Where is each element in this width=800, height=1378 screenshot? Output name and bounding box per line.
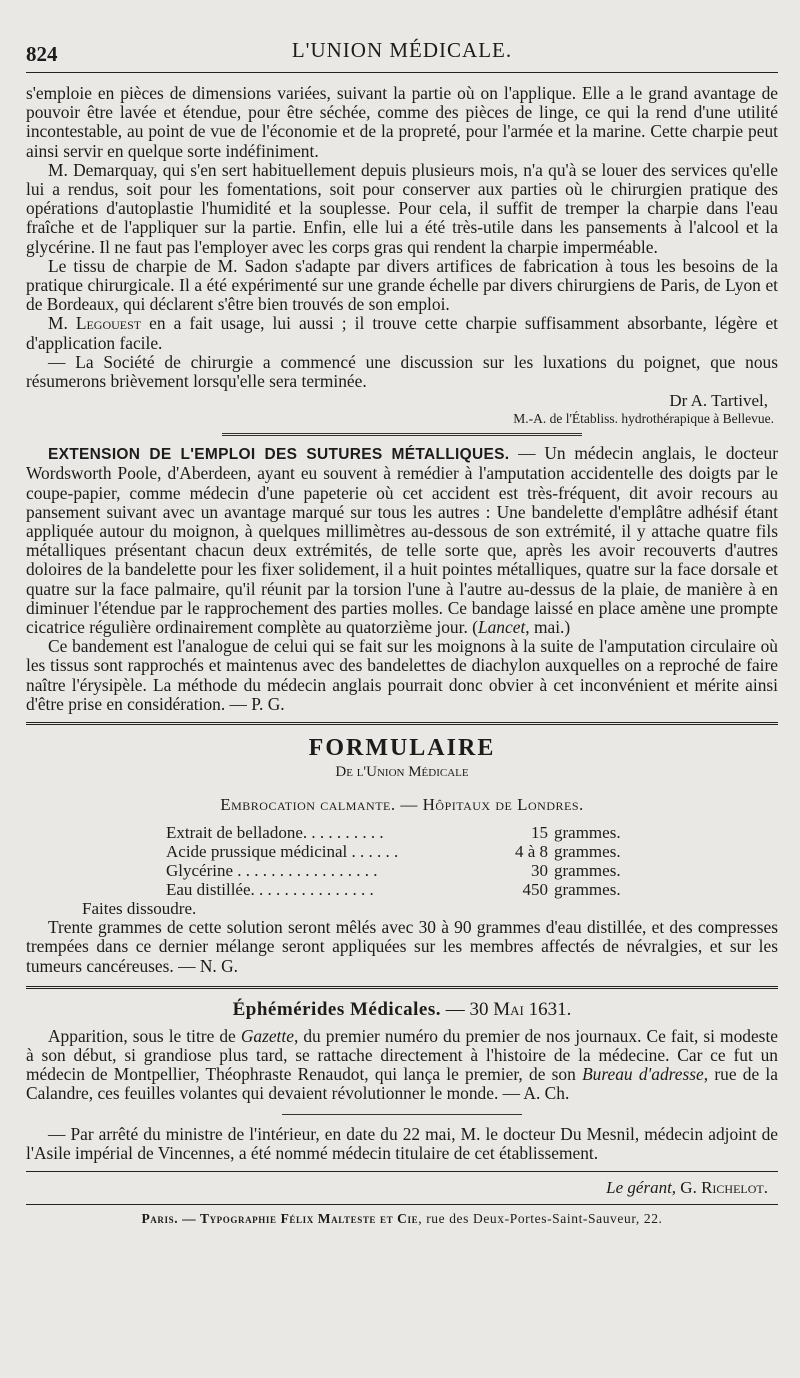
ingredient-quantity: 4 à 8 xyxy=(514,842,548,862)
sutures-source: Lancet xyxy=(477,617,526,638)
ingredient-row xyxy=(166,823,621,842)
sutures-paragraph-1-text: — Un médecin anglais, le docteur Wordsworth Poole, d'Aberdeen, ayant eu souvent à remédier à l'amputation accidentelle des doigts par le coupe-papier, comme médecin d'une papeterie où cet accident est très-fréquent, dit avoir recours au pansement suivant avec un avantage marqué sur tous les autres : Une bandelette d'emplâtre adhésif étant appliquée autour du moignon, à quelques millimètres au-dessous de son extrémité, il y attache quatre fils métalliques présentant chacun deux extrémités, de telle sorte que, après les avoir recouverts d'autres doloires de la bandelette pour les fixer solidement, il a huit pointes métalliques, quatre sur la face dorsale et quatre sur la face palmaire, qu'il réunit par la torsion l'une à l'autre au-dessus de la plaie, de manière à en diminuer l'étendue par le rapprochement des parties molles. Ce bandage laissé en place amène une prompte cicatrice régulière ordinairement complète au quatorzième jour. ( xyxy=(26,443,778,638)
ingredient-row xyxy=(166,880,621,899)
news-paragraph: — Par arrêté du ministre de l'intérieur, en date du 22 mai, M. le docteur Du Mesnil, médecin adjoint de l'Asile impérial de Vincennes, a été nommé médecin titulaire de cet établissement. xyxy=(26,1123,778,1163)
charpie-paragraph-2: M. Demarquay, qui s'en sert habituellement depuis plusieurs mois, n'a qu'à se louer des services qu'elle lui a rendus, soit pour les fomentations, soit pour conserver aux parties où le chirurgien pratique des opérations d'autoplastie l'humidité et la souplesse. Pour cela, il suffit de tremper la charpie dans l'eau fraîche et de l'appliquer sur la partie. Enfin, elle lui a été très-utile dans les pansements à l'alcool et la glycérine. Il ne faut pas l'employer avec les corps gras qui rendent la charpie imperméable. xyxy=(26,159,778,257)
header-rule xyxy=(26,72,778,73)
footer-rule-bottom xyxy=(26,1204,778,1205)
ephemerides-heading: Éphémérides Médicales. xyxy=(232,998,441,1020)
ephemerides-text-end: , rue de la Calandre, ces feuilles volantes qui devaient révolutionner le monde. — A. Ch. xyxy=(26,1064,778,1104)
gerant-label: Le gérant, xyxy=(606,1177,677,1197)
gerant-line xyxy=(26,1178,778,1198)
formulaire-subtitle: De l'Union Médicale xyxy=(335,764,469,781)
legouest-name: M. Legouest xyxy=(48,313,142,334)
ingredient-row xyxy=(166,861,621,880)
imprint-end: , rue des Deux-Portes-Saint-Sauveur, 22. xyxy=(418,1210,663,1226)
formulaire-title: FORMULAIRE xyxy=(308,735,496,762)
journal-title: L'UNION MÉDICALE. xyxy=(291,38,513,62)
ephemerides-title xyxy=(26,999,778,1021)
ingredient-unit: grammes. xyxy=(554,861,621,881)
printer-imprint xyxy=(26,1211,778,1227)
ingredients-table xyxy=(166,823,621,899)
sutures-paragraph-2: Ce bandement est l'analogue de celui qui se fait sur les moignons à la suite de l'amputation circulaire où les tissus sont rapprochés et maintenus avec des bandelettes de diachylon auxquelles on a reproché de faire naître l'érysipèle. La méthode du médecin anglais pourrait donc obvier à cet inconvénient et mérite ainsi d'être prise en considération. — P. G. xyxy=(26,636,778,714)
dissolve-instruction: Faites dissoudre. xyxy=(82,899,197,919)
bureau-title: Bureau d'adresse xyxy=(582,1064,704,1085)
ingredient-name: Eau distillée. . . . . . . . . . . . . . . xyxy=(166,880,374,900)
charpie-article xyxy=(26,84,778,427)
section-separator xyxy=(222,433,582,436)
ingredient-name: Acide prussique médicinal . . . . . . xyxy=(166,842,399,862)
author-affiliation: M.-A. de l'Établiss. hydrothérapique à Bellevue. xyxy=(513,411,774,427)
ephemerides-date: — 30 Mai 1631. xyxy=(440,998,572,1020)
formulaire-section xyxy=(26,735,778,976)
ephemerides-section xyxy=(26,999,778,1104)
gazette-title: Gazette xyxy=(240,1025,294,1046)
charpie-paragraph-1: s'emploie en pièces de dimensions variées, suivant la partie où on l'applique. Elle a le grand avantage de pouvoir être lavée et étendue, pour être séchée, comme des pièces de linge, ce qui la rend d'une utilité incontestable, au point de vue de l'économie et de la propreté, pour l'armée et la marine. Cette charpie peut ainsi servir en quelque sorte indéfiniment. xyxy=(26,83,778,161)
ingredient-name: Extrait de belladone. . . . . . . . . . xyxy=(166,823,384,843)
charpie-paragraph-4-text: en a fait usage, lui aussi ; il trouve cette charpie suffisamment absorbante, légère et d'application facile. xyxy=(26,313,778,353)
charpie-paragraph-5: — La Société de chirurgie a commencé une discussion sur les luxations du poignet, que nous résumerons brièvement lorsqu'elle sera terminée. xyxy=(26,351,778,392)
footer-rule-top xyxy=(26,1171,778,1172)
author-signature: Dr A. Tartivel, xyxy=(669,391,768,411)
imprint-printer: Félix Malteste et Cie xyxy=(280,1210,419,1226)
ingredient-unit: grammes. xyxy=(554,880,621,900)
gerant-name: G. Richelot. xyxy=(676,1177,768,1197)
formulaire-rule xyxy=(26,722,778,725)
news-separator xyxy=(282,1114,522,1115)
sutures-headline: EXTENSION DE L'EMPLOI DES SUTURES MÉTALLIQUES. xyxy=(48,446,510,464)
ingredient-quantity: 450 xyxy=(522,880,548,900)
charpie-paragraph-4 xyxy=(26,314,778,352)
page-number: 824 xyxy=(26,42,58,66)
ephemerides-paragraph xyxy=(26,1027,778,1104)
charpie-paragraph-3: Le tissu de charpie de M. Sadon s'adapte par divers artifices de fabrication à tous les besoins de la pratique chirurgicale. Il a été expérimenté sur une grande échelle par divers chirurgiens de Paris, de Lyon et de Bordeaux, qui déclarent s'être bien trouvés de son emploi. xyxy=(26,255,778,315)
ingredient-unit: grammes. xyxy=(554,823,621,843)
recipe-title: Embrocation calmante. — Hôpitaux de Londres. xyxy=(220,795,584,815)
imprint-start: Paris. — Typographie xyxy=(141,1210,281,1226)
page-header xyxy=(26,0,778,70)
ingredient-name: Glycérine . . . . . . . . . . . . . . . . . xyxy=(166,861,378,881)
ingredient-quantity: 30 xyxy=(531,861,548,881)
sutures-paragraph-1-end: , mai.) xyxy=(525,617,571,638)
ephemerides-text-mid: , du premier numéro du premier de nos journaux. Ce fait, si modeste à son début, si grandiose plus tard, se rattache directement à l'histoire de la médecine. Car ce fut un médecin de Montpellier, Théophraste Renaudot, qui lança le premier, de son xyxy=(26,1025,778,1085)
sutures-paragraph-1 xyxy=(26,444,778,637)
sutures-article xyxy=(26,444,778,714)
formulaire-note: Trente grammes de cette solution seront mêlés avec 30 à 90 grammes d'eau distillée, et des compresses trempées dans ce dernier mélange seront appliquées sur les membres affectés de névralgies, et sur les tumeurs cancéreuses. — N. G. xyxy=(26,917,778,976)
ephemerides-text-start: Apparition, sous le titre de xyxy=(48,1025,241,1046)
ingredient-row xyxy=(166,842,621,861)
ingredient-quantity: 15 xyxy=(531,823,548,843)
ingredient-unit: grammes. xyxy=(554,842,621,862)
ephemerides-rule xyxy=(26,986,778,989)
